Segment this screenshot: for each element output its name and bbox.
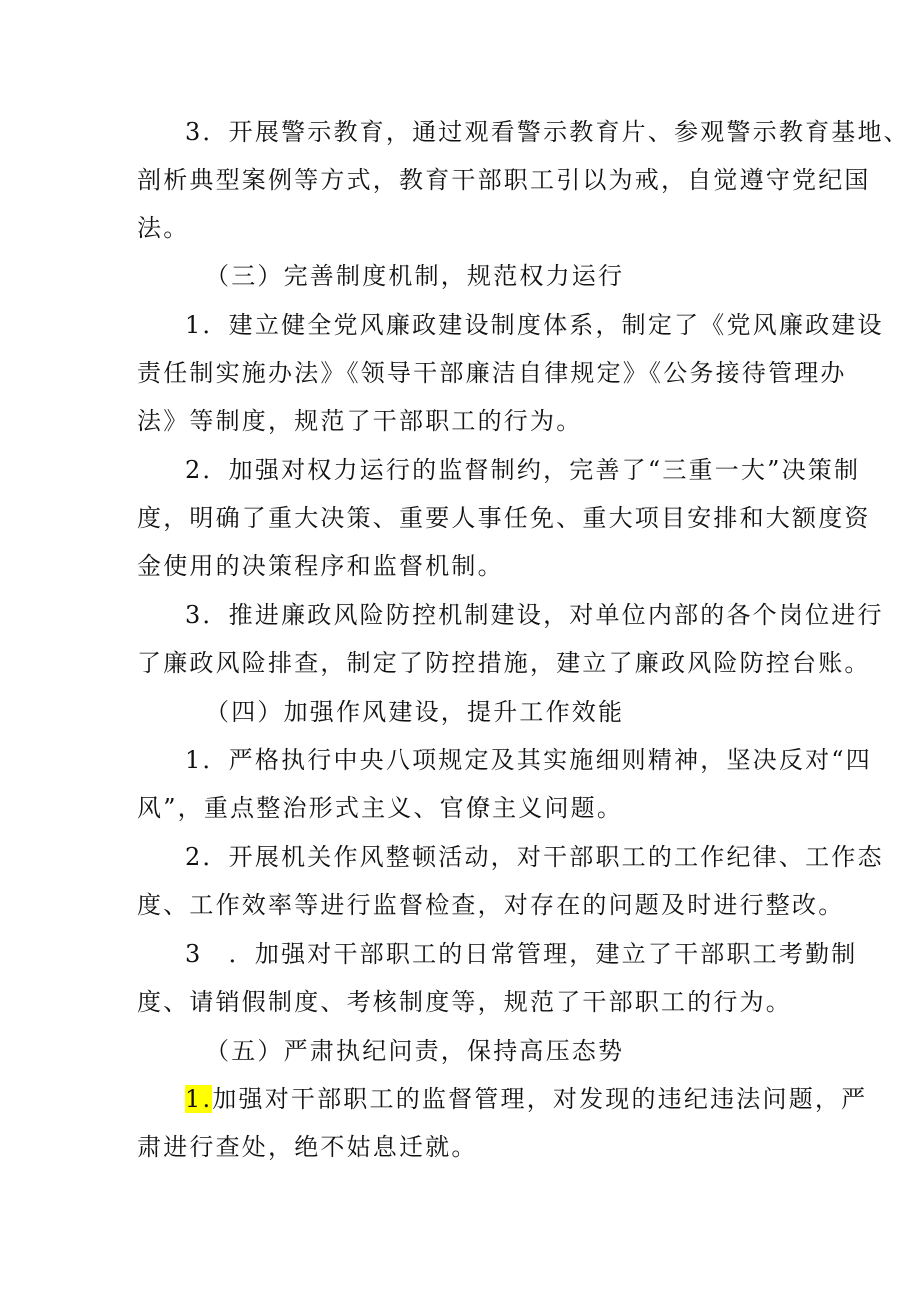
section-heading-4: （四）加强作风建设，提升工作效能 — [205, 698, 625, 726]
paragraph-line-8: 2．加强对权力运行的监督制约，完善了“三重一大”决策制 — [185, 456, 861, 484]
paragraph-line-21 — [185, 1084, 867, 1114]
paragraph-line-11: 3．推进廉政风险防控机制建设，对单位内部的各个岗位进行 — [185, 601, 884, 629]
paragraph-line-7: 法》等制度，规范了干部职工的行为。 — [137, 407, 583, 435]
paragraph-line-18: 3 ．加强对干部职工的日常管理，建立了干部职工考勤制 — [185, 940, 858, 968]
section-heading-3: （三）完善制度机制，规范权力运行 — [205, 262, 625, 290]
paragraph-line-15: 风”，重点整治形式主义、官僚主义问题。 — [137, 794, 624, 822]
paragraph-line-2: 剖析典型案例等方式，教育干部职工引以为戒，自觉遵守党纪国 — [137, 166, 871, 194]
paragraph-line-21-text: 加强对干部职工的监督管理，对发现的违纪违法问题，严 — [212, 1085, 868, 1113]
paragraph-line-22: 肃进行查处，绝不姑息迁就。 — [137, 1133, 478, 1161]
paragraph-line-12: 了廉政风险排查，制定了防控措施，建立了廉政风险防控台账。 — [137, 649, 871, 677]
section-heading-5: （五）严肃执纪问责，保持高压态势 — [205, 1037, 625, 1065]
highlighted-list-number: 1. — [185, 1085, 213, 1113]
paragraph-line-17: 度、工作效率等进行监督检查，对存在的问题及时进行整改。 — [137, 891, 845, 919]
paragraph-line-14: 1．严格执行中央八项规定及其实施细则精神，坚决反对“四 — [185, 746, 872, 774]
paragraph-line-19: 度、请销假制度、考核制度等，规范了干部职工的行为。 — [137, 988, 792, 1016]
paragraph-line-6: 责任制实施办法》《领导干部廉洁自律规定》《公务接待管理办 — [137, 359, 847, 387]
paragraph-line-9: 度，明确了重大决策、重要人事任免、重大项目安排和大额度资 — [137, 504, 871, 532]
paragraph-line-1: 3．开展警示教育，通过观看警示教育片、参观警示教育基地、 — [185, 118, 910, 146]
paragraph-line-10: 金使用的决策程序和监督机制。 — [137, 552, 504, 580]
paragraph-line-5: 1．建立健全党风廉政建设制度体系，制定了《党风廉政建设 — [185, 311, 884, 339]
paragraph-line-16: 2．开展机关作风整顿活动，对干部职工的工作纪律、工作态 — [185, 843, 884, 871]
paragraph-line-3: 法。 — [137, 214, 190, 242]
